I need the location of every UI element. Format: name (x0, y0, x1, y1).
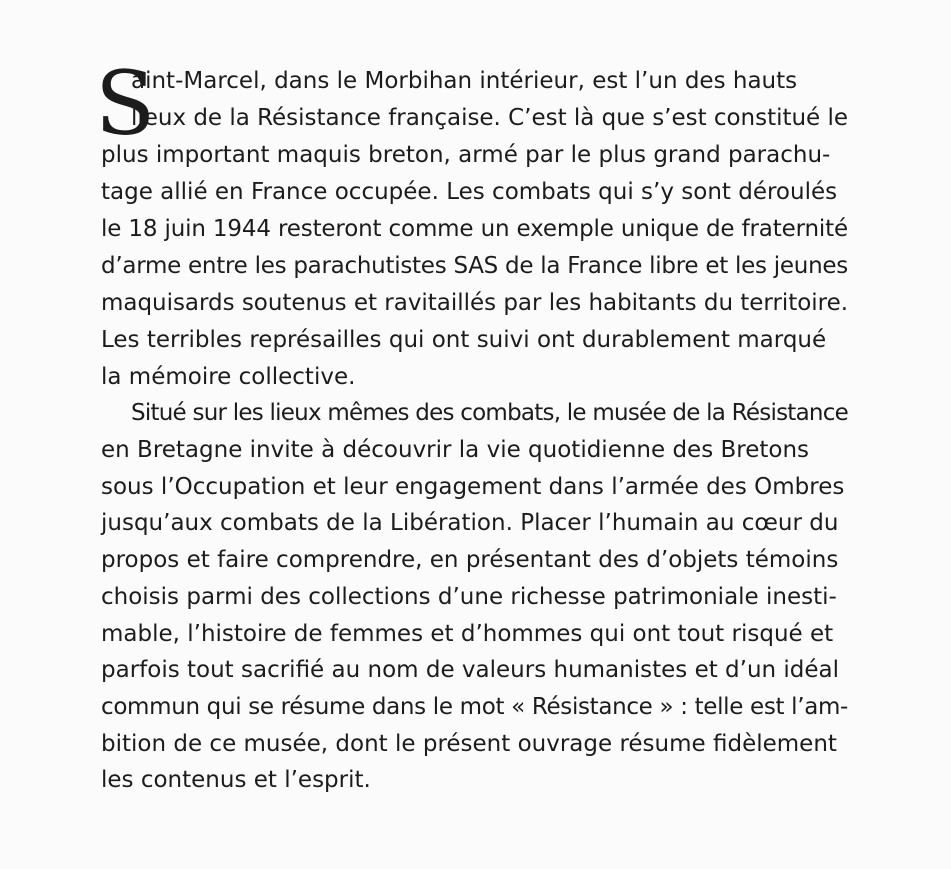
paragraph-1-line: d’arme entre les parachutistes SAS de la France libre et les jeunes (101, 253, 848, 279)
paragraph-2-line: commun qui se résume dans le mot « Résistance » : telle est l’am- (101, 694, 848, 720)
paragraph-2-line: choisis parmi des collections d’une richesse patrimoniale inesti- (101, 584, 837, 610)
paragraph-2-line: les contenus et l’esprit. (101, 767, 371, 793)
paragraph-1-line: maquisards soutenus et ravitaillés par les habitants du territoire. (101, 290, 849, 316)
paragraph-1-line: tage allié en France occupée. Les combats qui s’y sont déroulés (101, 179, 838, 205)
paragraph-1-line: aint-Marcel, dans le Morbihan intérieur, est l’un des hauts (131, 68, 798, 94)
drop-cap-letter: S (95, 52, 156, 155)
paragraph-2-line: parfois tout sacrifié au nom de valeurs humanistes et d’un idéal (101, 657, 840, 683)
paragraph-1-line: lieux de la Résistance française. C’est là que s’est constitué le (131, 105, 848, 131)
paragraph-1-line: la mémoire collective. (101, 364, 356, 390)
paragraph-1-line: Les terribles représailles qui ont suivi ont durablement marqué (101, 327, 827, 353)
paragraph-2-line: Situé sur les lieux mêmes des combats, le musée de la Résistance (131, 400, 848, 426)
paragraph-2-line: sous l’Occupation et leur engagement dans l’armée des Ombres (101, 474, 845, 500)
paragraph-2-line: bition de ce musée, dont le présent ouvrage résume fidèlement (101, 731, 837, 757)
paragraph-2-line: en Bretagne invite à découvrir la vie quotidienne des Bretons (101, 437, 810, 463)
paragraph-2-line: mable, l’histoire de femmes et d’hommes qui ont tout risqué et (101, 621, 834, 647)
paragraph-2-line: propos et faire comprendre, en présentant des d’objets témoins (101, 547, 839, 573)
paragraph-2-line: jusqu’aux combats de la Libération. Placer l’humain au cœur du (101, 510, 839, 536)
paragraph-1-line: le 18 juin 1944 resteront comme un exemple unique de fraternité (101, 216, 848, 242)
paragraph-1-line: plus important maquis breton, armé par le plus grand parachu- (101, 142, 831, 168)
